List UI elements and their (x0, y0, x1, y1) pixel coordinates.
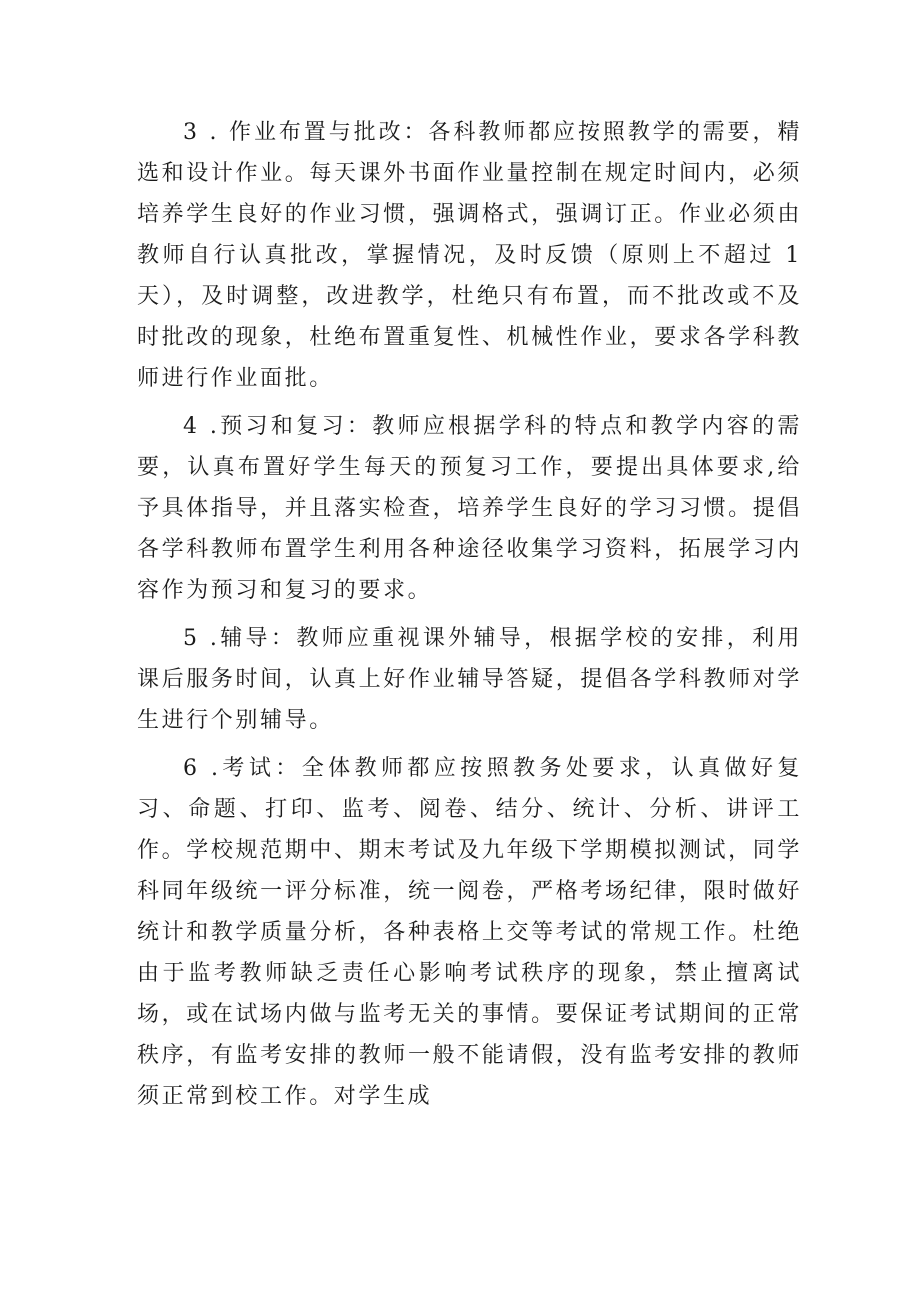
paragraph-tutoring: 5 .辅导：教师应重视课外辅导，根据学校的安排，利用课后服务时间，认真上好作业辅导答疑，提倡各学科教师对学生进行个别辅导。 (137, 626, 802, 733)
paragraph-exams: 6 .考试：全体教师都应按照教务处要求，认真做好复习、命题、打印、监考、阅卷、结分、统计、分析、讲评工作。学校规范期中、期末考试及九年级下学期模拟测试，同学科同年级统一评分标准，统一阅卷，严格考场纪律，限时做好统计和教学质量分析，各种表格上交等考试的常规工作。杜绝由于监考教师缺乏责任心影响考试秩序的现象，禁止擅离试场，或在试场内做与监考无关的事情。要保证考试期间的正常秩序，有监考安排的教师一般不能请假，没有监考安排的教师须正常到校工作。对学生成 (137, 756, 802, 1109)
paragraph-homework: 3 . 作业布置与批改：各科教师都应按照教学的需要，精选和设计作业。每天课外书面作业量控制在规定时间内，必须培养学生良好的作业习惯，强调格式，强调订正。作业必须由教师自行认真批改，掌握情况，及时反馈（原则上不超过 1 天），及时调整，改进教学，杜绝只有布置，而不批改或不及时批改的现象，杜绝布置重复性、机械性作业，要求各学科教师进行作业面批。 (137, 120, 802, 391)
paragraph-preview-review: 4 .预习和复习：教师应根据学科的特点和教学内容的需要，认真布置好学生每天的预复习工作，要提出具体要求,给予具体指导，并且落实检查，培养学生良好的学习习惯。提倡各学科教师布置学生利用各种途径收集学习资料，拓展学习内容作为预习和复习的要求。 (137, 414, 802, 603)
document-body (137, 112, 802, 1119)
